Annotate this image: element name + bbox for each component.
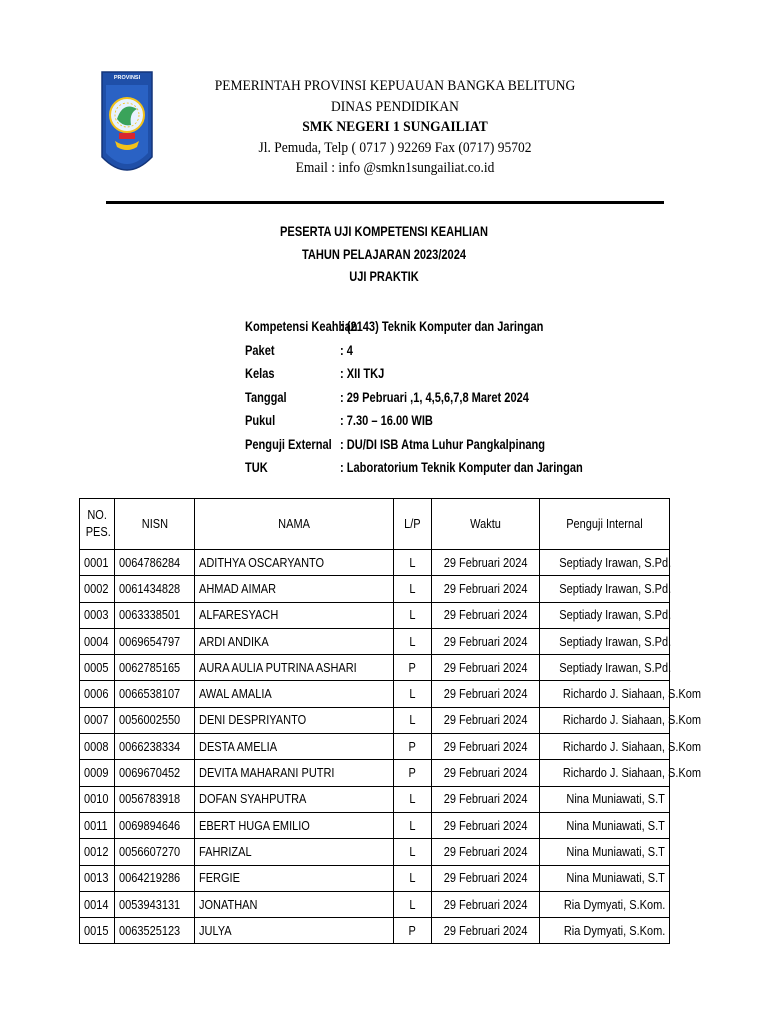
- cell-penguji: Septiady Irawan, S.Pd.: [559, 608, 672, 623]
- info-value: : 29 Pebruari ,1, 4,5,6,7,8 Maret 2024: [340, 389, 529, 405]
- cell-nisn: 0069654797: [119, 634, 181, 649]
- cell-nama: JULYA: [199, 923, 232, 938]
- cell-nama: DOFAN SYAHPUTRA: [199, 792, 307, 807]
- info-label: TUK: [245, 460, 268, 475]
- cell-lp: L: [409, 555, 416, 570]
- cell-no: 0002: [84, 581, 109, 596]
- cell-penguji: Nina Muniawati, S.T: [566, 871, 665, 886]
- participants-table: [79, 498, 702, 944]
- cell-no: 0007: [84, 713, 109, 728]
- cell-penguji: Richardo J. Siahaan, S.Kom: [562, 766, 702, 781]
- cell-penguji: Richardo J. Siahaan, S.Kom: [562, 739, 702, 754]
- cell-no: 0003: [84, 608, 109, 623]
- emblem-text: PROVINSI: [113, 75, 141, 81]
- cell-penguji: Nina Muniawati, S.T: [566, 818, 665, 833]
- letterhead-email: Email : info @smkn1sungailiat.co.id: [295, 160, 495, 176]
- table-body: [80, 550, 702, 944]
- cell-waktu: 29 Februari 2024: [443, 766, 528, 781]
- cell-nama: AHMAD AIMAR: [199, 581, 277, 596]
- letterhead-divider: [106, 201, 664, 204]
- table-row: [80, 760, 670, 786]
- cell-lp: L: [409, 897, 416, 912]
- cell-nisn: 0062785165: [119, 660, 181, 675]
- cell-no: 0008: [84, 739, 109, 754]
- info-label: Kelas: [245, 366, 275, 381]
- cell-nisn: 0053943131: [119, 897, 181, 912]
- cell-penguji: Septiady Irawan, S.Pd.: [559, 660, 672, 675]
- cell-no: 0006: [84, 687, 109, 702]
- cell-penguji: Septiady Irawan, S.Pd.: [559, 555, 672, 570]
- cell-lp: L: [409, 634, 416, 649]
- table-row: [80, 681, 670, 707]
- cell-nama: JONATHAN: [199, 897, 258, 912]
- cell-waktu: 29 Februari 2024: [443, 739, 528, 754]
- letterhead-school-name: SMK NEGERI 1 SUNGAILIAT: [302, 119, 488, 135]
- table-header-row: [80, 499, 670, 550]
- cell-waktu: 29 Februari 2024: [443, 844, 528, 859]
- letterhead-government: PEMERINTAH PROVINSI KEPUAUAN BANGKA BELITUNG: [214, 78, 576, 94]
- cell-waktu: 29 Februari 2024: [443, 555, 528, 570]
- cell-nama: AURA AULIA PUTRINA ASHARI: [199, 660, 357, 675]
- header-nisn-label: NISN: [141, 516, 168, 531]
- header-penguji: [540, 499, 670, 550]
- header-penguji-label: Penguji Internal: [566, 516, 643, 531]
- letterhead: [180, 76, 610, 179]
- cell-penguji: Septiady Irawan, S.Pd.: [559, 581, 672, 596]
- info-row-penguji-external: [245, 433, 665, 457]
- info-label: Penguji External: [245, 436, 332, 452]
- cell-lp: L: [409, 581, 416, 596]
- cell-no: 0015: [84, 923, 109, 938]
- cell-no: 0005: [84, 660, 109, 675]
- cell-no: 0012: [84, 844, 109, 859]
- cell-nisn: 0066238334: [119, 739, 181, 754]
- cell-nama: EBERT HUGA EMILIO: [199, 818, 310, 833]
- header-nama-label: NAMA: [278, 516, 310, 531]
- cell-waktu: 29 Februari 2024: [443, 687, 528, 702]
- table-row: [80, 865, 670, 891]
- cell-penguji: Septiady Irawan, S.Pd.: [559, 634, 672, 649]
- cell-nisn: 0056002550: [119, 713, 181, 728]
- cell-nisn: 0063525123: [119, 923, 181, 938]
- cell-nisn: 0069670452: [119, 766, 181, 781]
- cell-no: 0013: [84, 871, 109, 886]
- cell-no: 0011: [84, 818, 108, 833]
- info-value: : DU/DI ISB Atma Luhur Pangkalpinang: [340, 436, 546, 452]
- cell-waktu: 29 Februari 2024: [443, 634, 528, 649]
- cell-nisn: 0064219286: [119, 871, 181, 886]
- cell-lp: P: [408, 766, 417, 781]
- cell-waktu: 29 Februari 2024: [443, 818, 528, 833]
- table-row: [80, 655, 670, 681]
- cell-penguji: Nina Muniawati, S.T: [566, 792, 665, 807]
- cell-no: 0014: [84, 897, 109, 912]
- province-emblem-logo: [101, 71, 153, 184]
- letterhead-department: DINAS PENDIDIKAN: [331, 98, 459, 115]
- header-waktu: [432, 499, 540, 550]
- table-row: [80, 628, 670, 654]
- cell-lp: L: [409, 818, 416, 833]
- cell-waktu: 29 Februari 2024: [443, 608, 528, 623]
- cell-lp: L: [409, 687, 416, 702]
- table-row: [80, 602, 670, 628]
- document-title: [184, 221, 584, 289]
- cell-nisn: 0061434828: [119, 581, 181, 596]
- cell-penguji: Richardo J. Siahaan, S.Kom: [562, 713, 702, 728]
- info-value: : Laboratorium Teknik Komputer dan Jaringan: [340, 460, 583, 475]
- cell-nisn: 0056783918: [119, 792, 181, 807]
- cell-nama: DEVITA MAHARANI PUTRI: [199, 766, 335, 781]
- info-label: Paket: [245, 342, 275, 358]
- cell-nisn: 0066538107: [119, 687, 181, 702]
- info-value: : 7.30 – 16.00 WIB: [340, 413, 433, 428]
- info-row-tuk: [245, 456, 665, 480]
- emblem-icon: [101, 71, 153, 184]
- title-line-1: PESERTA UJI KOMPETENSI KEAHLIAN: [280, 224, 488, 239]
- info-row-tanggal: [245, 386, 665, 410]
- cell-nama: AWAL AMALIA: [199, 687, 272, 702]
- info-row-kelas: [245, 362, 665, 386]
- cell-waktu: 29 Februari 2024: [443, 871, 528, 886]
- cell-waktu: 29 Februari 2024: [443, 897, 528, 912]
- header-lp: [394, 499, 432, 550]
- table-row: [80, 734, 670, 760]
- cell-nama: ADITHYA OSCARYANTO: [199, 555, 325, 570]
- table-row: [80, 550, 670, 576]
- cell-lp: P: [408, 739, 417, 754]
- cell-waktu: 29 Februari 2024: [443, 660, 528, 675]
- info-label: Pukul: [245, 413, 276, 428]
- cell-penguji: Nina Muniawati, S.T: [566, 844, 665, 859]
- table-row: [80, 839, 670, 865]
- cell-penguji: Ria Dymyati, S.Kom.: [563, 897, 665, 912]
- cell-waktu: 29 Februari 2024: [443, 713, 528, 728]
- cell-nama: FAHRIZAL: [199, 844, 252, 859]
- info-value: : 4: [340, 342, 353, 358]
- cell-lp: L: [409, 844, 416, 859]
- table-row: [80, 707, 670, 733]
- cell-no: 0004: [84, 634, 109, 649]
- cell-nisn: 0056607270: [119, 844, 181, 859]
- cell-no: 0009: [84, 766, 109, 781]
- cell-nama: FERGIE: [199, 871, 240, 886]
- header-nama: [195, 499, 394, 550]
- cell-waktu: 29 Februari 2024: [443, 581, 528, 596]
- cell-nama: ALFARESYACH: [199, 608, 279, 623]
- cell-nama: ARDI ANDIKA: [199, 634, 269, 649]
- table-row: [80, 812, 670, 838]
- info-value: : XII TKJ: [340, 366, 385, 381]
- exam-info: [245, 315, 665, 480]
- table-row: [80, 891, 670, 917]
- cell-nama: DENI DESPRIYANTO: [199, 713, 307, 728]
- title-line-3: UJI PRAKTIK: [349, 269, 419, 284]
- cell-nisn: 0069894646: [119, 818, 181, 833]
- info-row-pukul: [245, 409, 665, 433]
- cell-waktu: 29 Februari 2024: [443, 923, 528, 938]
- cell-lp: L: [409, 608, 416, 623]
- cell-lp: L: [409, 713, 416, 728]
- header-lp-label: L/P: [404, 516, 421, 531]
- cell-lp: L: [409, 792, 416, 807]
- cell-no: 0001: [84, 555, 109, 570]
- cell-lp: L: [409, 871, 416, 886]
- cell-nama: DESTA AMELIA: [199, 739, 278, 754]
- table-row: [80, 918, 670, 944]
- header-no-line2: PES.: [85, 525, 111, 539]
- header-nisn: [115, 499, 195, 550]
- cell-waktu: 29 Februari 2024: [443, 792, 528, 807]
- title-line-2: TAHUN PELAJARAN 2023/2024: [301, 246, 467, 262]
- header-no-pes: [80, 499, 115, 550]
- header-no-line1: NO.: [87, 508, 107, 522]
- info-label: Kompetensi Keahlian: [245, 319, 358, 334]
- info-row-paket: [245, 339, 665, 363]
- cell-no: 0010: [84, 792, 109, 807]
- table-row: [80, 576, 670, 602]
- info-label: Tanggal: [245, 389, 287, 405]
- cell-penguji: Richardo J. Siahaan, S.Kom: [562, 687, 702, 702]
- info-value: : (2143) Teknik Komputer dan Jaringan: [340, 319, 544, 334]
- cell-lp: P: [408, 660, 417, 675]
- cell-nisn: 0064786284: [119, 555, 181, 570]
- cell-penguji: Ria Dymyati, S.Kom.: [563, 923, 665, 938]
- header-waktu-label: Waktu: [470, 516, 501, 531]
- table-row: [80, 786, 670, 812]
- info-row-kompetensi: [245, 315, 665, 339]
- letterhead-address: Jl. Pemuda, Telp ( 0717 ) 92269 Fax (0717) 95702: [258, 139, 532, 156]
- cell-lp: P: [408, 923, 417, 938]
- cell-nisn: 0063338501: [119, 608, 181, 623]
